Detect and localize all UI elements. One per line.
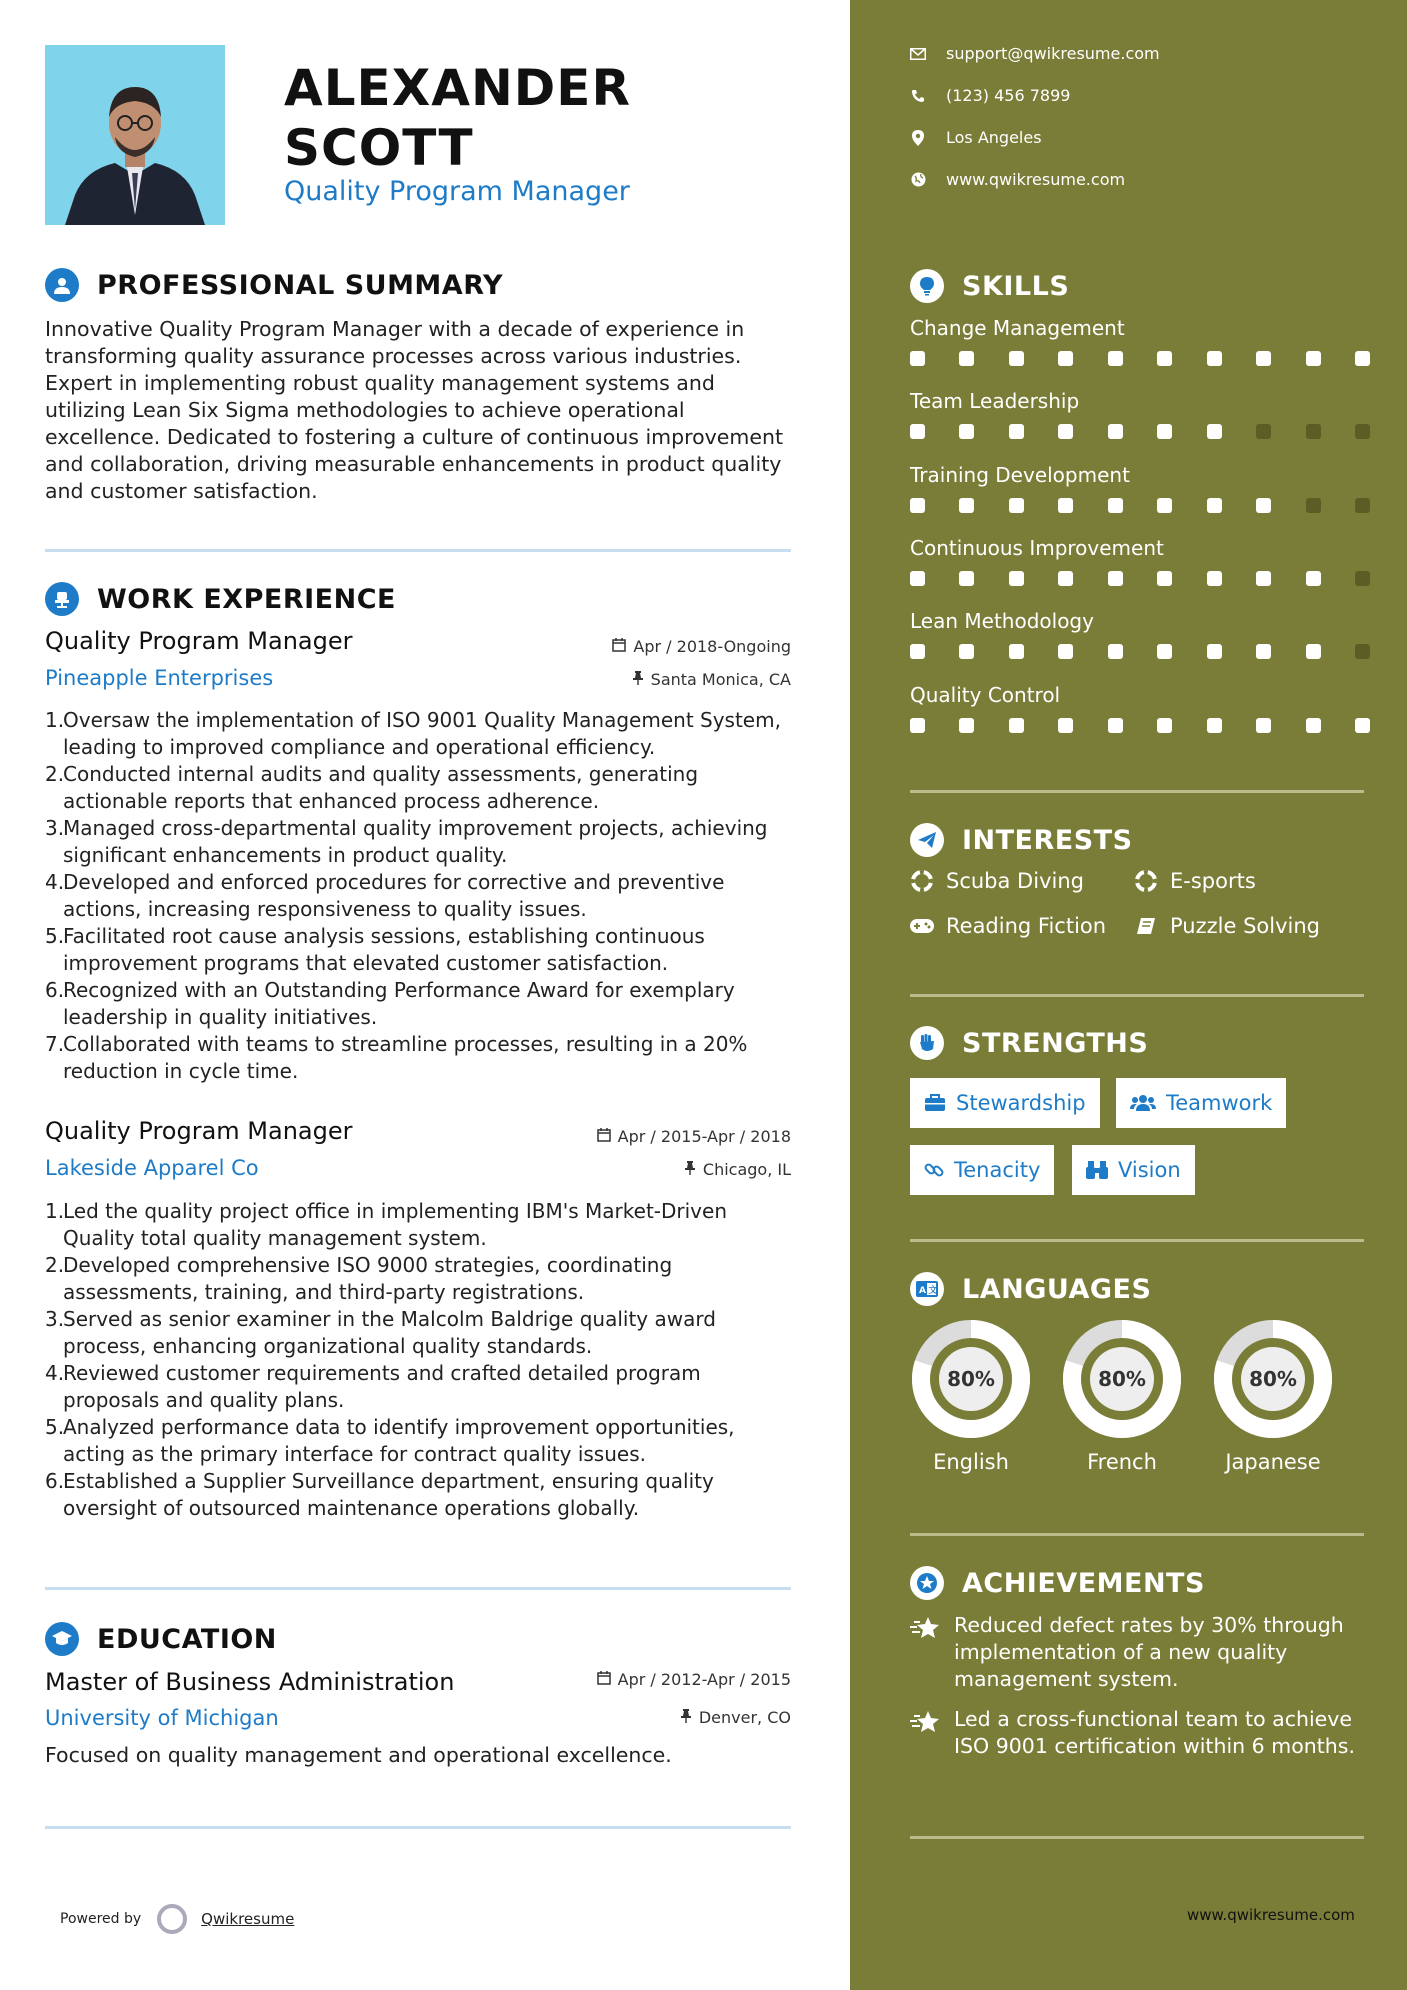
list-item: 7.Collaborated with teams to streamline processes, resulting in a 20% reduction in cycle time. [45,1032,748,1083]
divider [45,1826,791,1829]
pin-icon [680,1708,692,1727]
person-avatar-icon [45,45,225,225]
contact-phone [910,86,1070,105]
briefcase-chair-icon [45,582,79,616]
job-1-title: Quality Program Manager [45,627,353,655]
skill-item [910,536,1370,586]
contact-location [910,128,1042,147]
skill-dot [1306,424,1321,439]
skill-dot [910,351,925,366]
achievements-heading: ACHIEVEMENTS [962,1567,1205,1599]
lightbulb-icon [910,269,944,303]
phone-icon [910,89,926,103]
skill-dot [1355,571,1370,586]
job-1-dates [612,637,791,656]
skill-name: Quality Control [910,683,1061,707]
skill-dot [1306,644,1321,659]
achievements-header [910,1566,1205,1600]
skill-dot [1157,571,1172,586]
skill-dot [910,424,925,439]
skill-dot [1157,351,1172,366]
skill-dot [959,498,974,513]
user-icon [45,268,79,302]
name-first: ALEXANDER [284,59,631,117]
envelope-icon [910,48,926,60]
education-dates [597,1670,791,1689]
map-marker-icon [910,130,926,146]
education-degree: Master of Business Administration [45,1668,455,1696]
list-item: 5.Facilitated root cause analysis sessions, establishing continuous improvement programs that elevated customer satisfaction. [45,924,705,975]
briefcase-icon [924,1094,946,1112]
skill-dot [910,571,925,586]
languages-header [910,1272,1151,1306]
skill-rating [910,424,1370,439]
interest-item [910,869,1084,893]
skill-dot [1157,424,1172,439]
skill-dot [1009,718,1024,733]
language-item [910,1318,1032,1474]
contact-email [910,44,1160,63]
education-header [45,1622,277,1656]
pin-icon [684,1160,696,1179]
powered-by [60,1904,294,1934]
skill-dot [910,644,925,659]
strength-tag [1116,1078,1286,1128]
job-1-dates-text: Apr / 2018-Ongoing [633,637,791,656]
education-heading: EDUCATION [97,1623,277,1655]
divider [45,549,791,552]
job-1-bullets [45,707,795,1085]
skill-dot [910,718,925,733]
skill-dot [1108,498,1123,513]
achievement-item [910,1612,1370,1693]
skill-item [910,463,1370,513]
list-item: 2.Conducted internal audits and quality assessments, generating actionable reports that enhanced process adherence. [45,762,699,813]
interest-label: Reading Fiction [946,914,1107,938]
interest-label: E-sports [1170,869,1256,893]
skill-dot [1058,571,1073,586]
strength-label: Vision [1118,1158,1181,1182]
skill-dot [1157,498,1172,513]
list-item: 2.Developed comprehensive ISO 9000 strategies, coordinating assessments, training, and third-party registrations. [45,1253,673,1304]
powered-by-label: Powered by [60,1911,142,1927]
skill-dot [1157,644,1172,659]
strength-label: Stewardship [956,1091,1086,1115]
achievement-text: Led a cross-functional team to achieve ISO 9001 certification within 6 months. [954,1707,1355,1758]
skill-dot [1306,351,1321,366]
list-item: 3.Served as senior examiner in the Malcolm Baldrige quality award process, enhancing organizational quality standards. [45,1307,716,1358]
skill-dot [959,571,974,586]
calendar-icon [612,637,626,656]
skill-dot [1058,498,1073,513]
skill-dot [1256,351,1271,366]
language-percent: 80% [947,1367,995,1391]
graduation-cap-icon [45,1622,79,1656]
location-text: Los Angeles [946,128,1042,147]
skill-dot [959,718,974,733]
job-2-bullets [45,1198,795,1522]
skill-dot [1306,718,1321,733]
language-ring [1061,1318,1183,1440]
language-name: Japanese [1225,1450,1321,1474]
skill-dot [1256,424,1271,439]
svg-text:A: A [919,1286,926,1296]
achievement-text: Reduced defect rates by 30% through implementation of a new quality management system. [954,1613,1344,1691]
email-text[interactable]: support@qwikresume.com [946,44,1160,63]
experience-header [45,582,396,616]
star-badge-icon [910,1566,944,1600]
interest-label: Puzzle Solving [1170,914,1320,938]
skill-dot [1256,571,1271,586]
education-location [680,1708,791,1727]
paper-plane-icon [910,823,944,857]
skill-dot [1207,718,1222,733]
calendar-icon [597,1127,611,1146]
strength-label: Tenacity [954,1158,1041,1182]
language-icon [910,1272,944,1306]
language-item [1212,1318,1334,1474]
skill-dot [1058,424,1073,439]
skill-dot [1306,498,1321,513]
summary-header [45,268,503,302]
lifebuoy-icon [1134,870,1158,892]
divider [910,790,1364,793]
skill-dot [1108,351,1123,366]
profile-photo [45,45,225,225]
skill-item [910,316,1370,366]
divider [45,1587,791,1590]
skill-dot [1256,644,1271,659]
interest-item [910,914,1106,938]
list-item: 6.Recognized with an Outstanding Performance Award for exemplary leadership in quality initiatives. [45,978,735,1029]
strength-tag [910,1078,1100,1128]
skill-name: Continuous Improvement [910,536,1164,560]
globe-icon [910,172,926,187]
skills-heading: SKILLS [962,270,1070,302]
job-2-dates [597,1127,791,1146]
skill-item [910,683,1370,733]
list-item: 5.Analyzed performance data to identify improvement opportunities, acting as the primary interface for contract quality issues. [45,1415,735,1466]
skill-item [910,389,1370,439]
list-item: 6.Established a Supplier Surveillance department, ensuring quality oversight of outsourced maintenance operations globally. [45,1469,714,1520]
language-percent: 80% [1098,1367,1146,1391]
skill-dot [1009,571,1024,586]
achievement-item [910,1706,1370,1760]
skill-name: Lean Methodology [910,609,1094,633]
skills-header [910,269,1069,303]
interest-item [1134,869,1256,893]
svg-text:文: 文 [928,1286,938,1296]
skill-dot [1355,644,1370,659]
skill-rating [910,351,1370,366]
skill-item [910,609,1370,659]
skill-dot [1207,351,1222,366]
divider [910,1836,1364,1839]
job-2-company: Lakeside Apparel Co [45,1156,259,1180]
divider [910,1533,1364,1536]
job-2-dates-text: Apr / 2015-Apr / 2018 [617,1127,791,1146]
book-icon [1134,917,1158,935]
fist-icon [910,1026,944,1060]
website-text[interactable]: www.qwikresume.com [946,170,1126,189]
skill-dot [1256,498,1271,513]
skill-dot [1355,718,1370,733]
divider [910,994,1364,997]
lifebuoy-icon [910,870,934,892]
skill-dot [1108,424,1123,439]
interest-label: Scuba Diving [946,869,1084,893]
language-name: French [1087,1450,1157,1474]
skill-rating [910,498,1370,513]
skill-dot [1355,351,1370,366]
skill-dot [959,644,974,659]
strengths-header [910,1026,1148,1060]
skill-dot [1108,644,1123,659]
skill-dot [1058,644,1073,659]
job-2-title: Quality Program Manager [45,1117,353,1145]
skill-dot [1157,718,1172,733]
skill-rating [910,571,1370,586]
strength-tag [1072,1145,1195,1195]
interests-heading: INTERESTS [962,824,1133,856]
skill-name: Team Leadership [910,389,1080,413]
list-item: 1.Oversaw the implementation of ISO 9001 Quality Management System, leading to improved compliance and operational efficiency. [45,708,781,759]
education-location-text: Denver, CO [698,1708,791,1727]
strength-label: Teamwork [1166,1091,1273,1115]
languages-heading: LANGUAGES [962,1273,1152,1305]
skill-name: Change Management [910,316,1125,340]
summary-heading: PROFESSIONAL SUMMARY [97,269,504,301]
education-description: Focused on quality management and operational excellence. [45,1743,672,1767]
footer-site[interactable]: www.qwikresume.com [1187,1906,1355,1924]
language-ring [1212,1318,1334,1440]
skill-dot [1058,351,1073,366]
list-item: 4.Developed and enforced procedures for corrective and preventive actions, increasing responsiveness to quality issues. [45,870,725,921]
flying-star-icon [910,1706,940,1760]
qwikresume-logo-icon [157,1904,187,1934]
job-title: Quality Program Manager [284,176,630,207]
language-ring [910,1318,1032,1440]
skill-rating [910,718,1370,733]
skill-dot [1207,424,1222,439]
link-icon [924,1160,944,1180]
skill-dot [1108,718,1123,733]
calendar-icon [597,1670,611,1689]
experience-heading: WORK EXPERIENCE [97,583,396,615]
divider [910,1239,1364,1242]
skill-dot [1207,571,1222,586]
skill-dot [1009,498,1024,513]
gamepad-icon [910,919,934,933]
education-dates-text: Apr / 2012-Apr / 2015 [617,1670,791,1689]
skill-dot [1009,424,1024,439]
skill-dot [1207,498,1222,513]
phone-text: (123) 456 7899 [946,86,1071,105]
sidebar [850,0,1407,1990]
list-item: 1.Led the quality project office in implementing IBM's Market-Driven Quality total quality management system. [45,1199,727,1250]
language-percent: 80% [1249,1367,1297,1391]
skill-dot [1256,718,1271,733]
skill-name: Training Development [910,463,1130,487]
flying-star-icon [910,1612,940,1693]
skill-dot [1306,571,1321,586]
list-item: 3.Managed cross-departmental quality improvement projects, achieving significant enhancements in product quality. [45,816,768,867]
skill-dot [959,351,974,366]
list-item: 4.Reviewed customer requirements and crafted detailed program proposals and quality plans. [45,1361,701,1412]
job-1-company: Pineapple Enterprises [45,666,274,690]
strength-tag [910,1145,1054,1195]
job-2-location [684,1160,791,1179]
name-last: SCOTT [284,119,474,177]
education-school: University of Michigan [45,1706,279,1730]
language-item [1061,1318,1183,1474]
job-2-location-text: Chicago, IL [702,1160,791,1179]
candidate-name [284,58,631,178]
skill-dot [1108,571,1123,586]
job-1-location-text: Santa Monica, CA [650,670,791,689]
skill-dot [959,424,974,439]
contact-website [910,170,1125,189]
summary-text: Innovative Quality Program Manager with a decade of experience in transforming quality assurance processes across various industries. Expert in implementing robust quality management systems and utilizing Lean Six Sigma methodologies to achieve operational excellence. Dedicated to fostering a culture of continuous improvement and collaboration, driving measurable enhancements in product quality and customer satisfaction. [45,317,784,503]
skill-dot [1009,351,1024,366]
skill-dot [1355,424,1370,439]
skill-dot [1207,644,1222,659]
skill-dot [1009,644,1024,659]
job-1-location [632,670,791,689]
qwikresume-link[interactable]: Qwikresume [201,1910,295,1928]
skill-rating [910,644,1370,659]
skill-dot [1058,718,1073,733]
binoculars-icon [1086,1160,1108,1180]
interests-header [910,823,1133,857]
skill-dot [910,498,925,513]
strengths-heading: STRENGTHS [962,1027,1149,1059]
users-icon [1130,1094,1156,1112]
language-name: English [933,1450,1009,1474]
pin-icon [632,670,644,689]
skill-dot [1355,498,1370,513]
interest-item [1134,914,1320,938]
